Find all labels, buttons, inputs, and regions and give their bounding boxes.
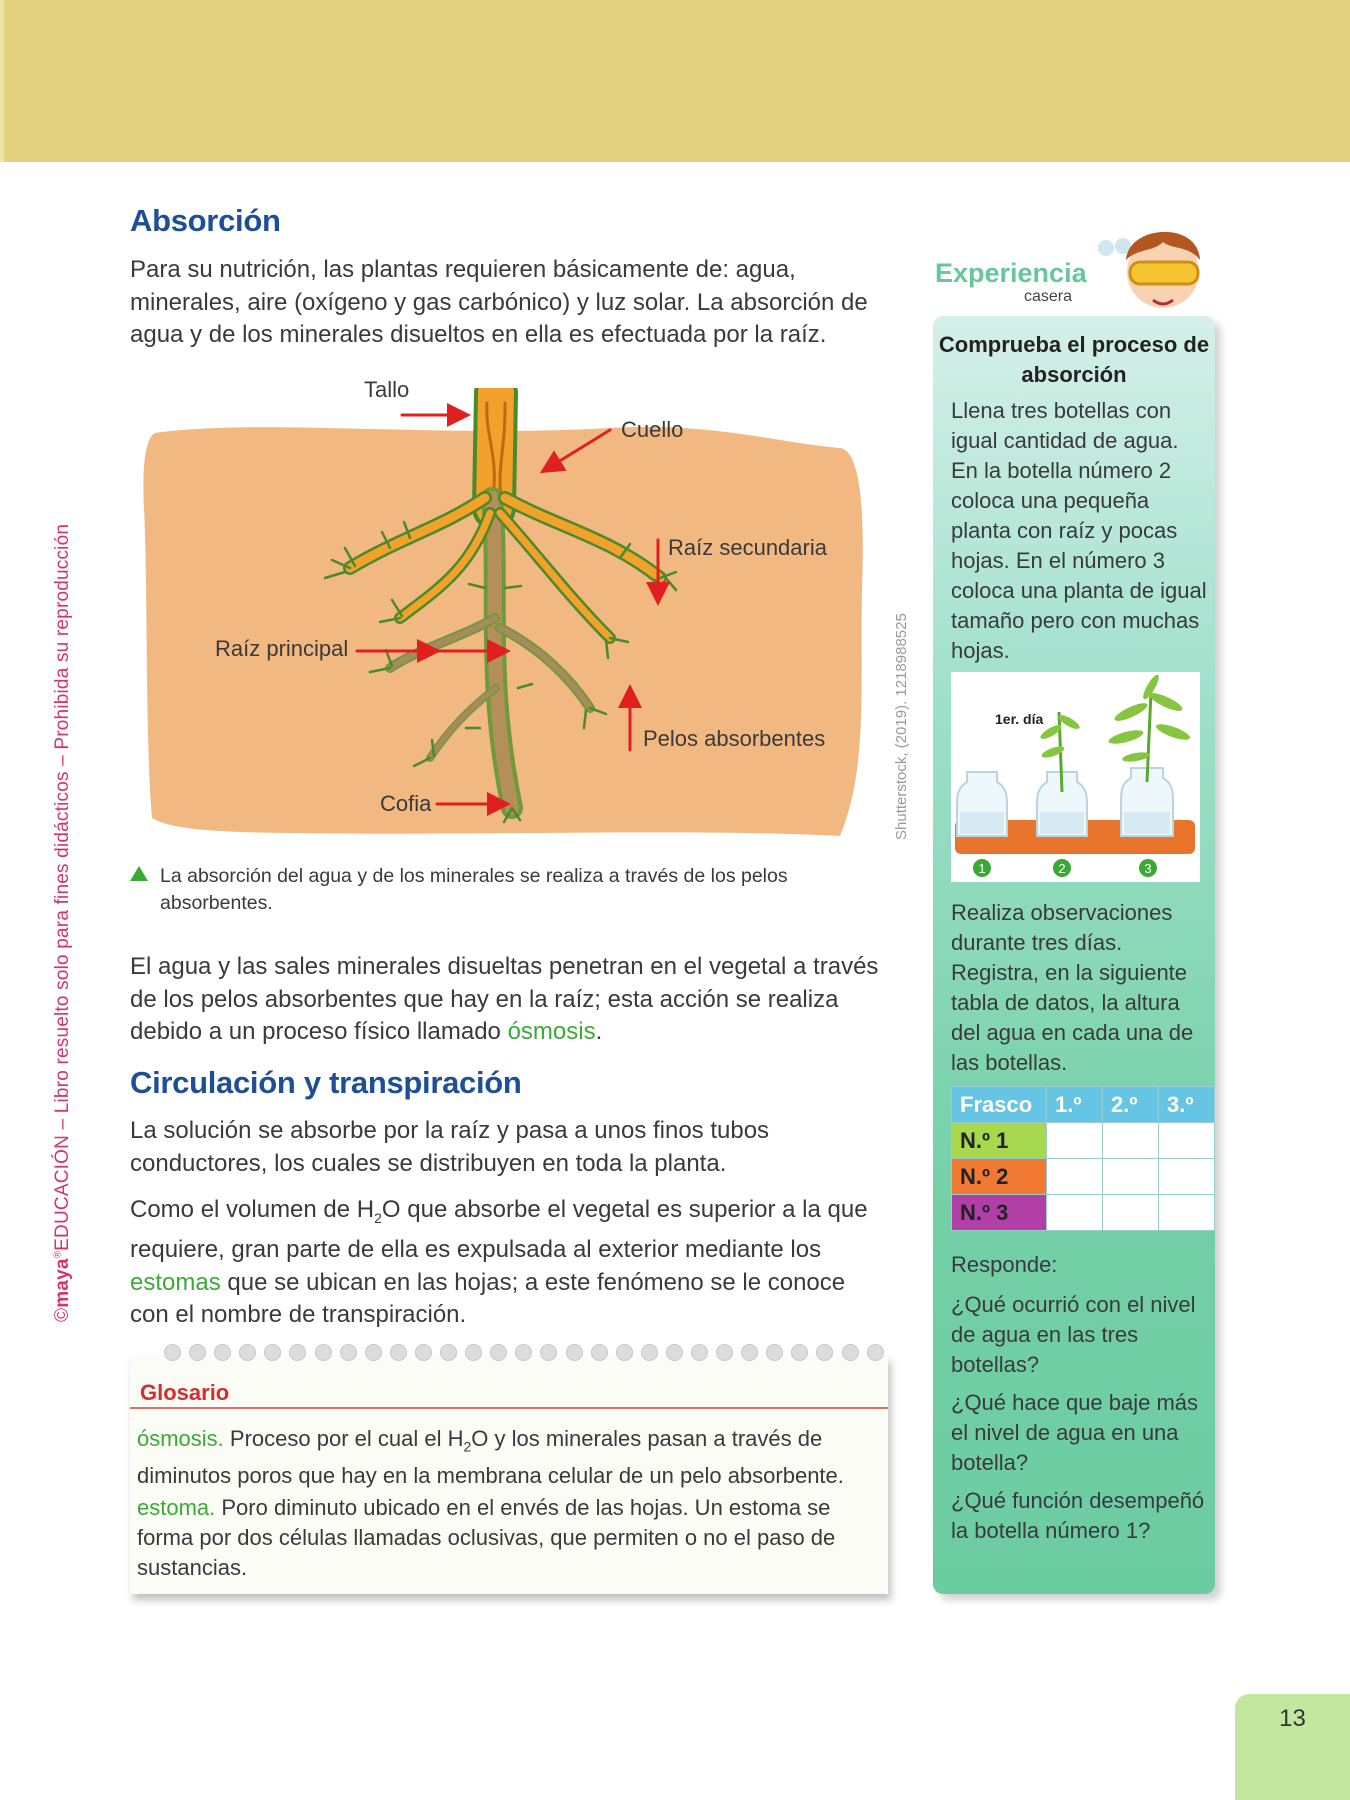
- table-row: N.º 1: [952, 1123, 1215, 1159]
- table-cell[interactable]: [1046, 1195, 1102, 1231]
- label-raiz-secundaria: Raíz secundaria: [668, 535, 827, 560]
- intro-paragraph: Para su nutrición, las plantas requieren básicamente de: agua, minerales, aire (oxígeno y gas carbónico) y luz solar. La absorción de agua y de los minerales disueltos en ella es efectuada por la raíz.: [130, 256, 868, 348]
- root-illustration: [140, 388, 875, 848]
- section-title-absorcion: Absorción: [130, 203, 281, 238]
- question-3: ¿Qué función desempeñó la botella número 1?: [951, 1488, 1205, 1543]
- table-cell[interactable]: [1046, 1159, 1102, 1195]
- bottle-number-2: 2: [1058, 861, 1066, 876]
- triangle-icon: [130, 866, 148, 881]
- glossary-title: Glosario: [140, 1380, 230, 1405]
- table-cell[interactable]: [1158, 1123, 1214, 1159]
- experience-title: Experiencia: [935, 258, 1087, 288]
- notebook-rings: [164, 1344, 884, 1364]
- table-cell[interactable]: [1046, 1123, 1102, 1159]
- responde-label: Responde:: [951, 1252, 1058, 1277]
- experience-heading: Comprueba el proceso de absorción: [938, 332, 1210, 387]
- table-row: N.º 3: [952, 1195, 1215, 1231]
- experience-instructions: Llena tres botellas con igual cantidad de agua. En la botella número 2 coloca una pequeña planta con raíz y pocas hojas. En el número 3 coloca una planta de igual tamaño pero con muchas hojas.: [951, 398, 1207, 663]
- question-1: ¿Qué ocurrió con el nivel de agua en las tres botellas?: [951, 1292, 1196, 1377]
- glossary-entry-estoma: estoma. Poro diminuto ubicado en el envés de las hojas. Un estoma se forma por dos células llamadas oclusivas, que permiten o no el paso de sustancias.: [137, 1495, 836, 1580]
- bottles-illustration: [951, 672, 1200, 882]
- root-diagram: [140, 377, 875, 848]
- label-raiz-principal: Raíz principal: [215, 636, 349, 661]
- label-pelos-absorbentes: Pelos absorbentes: [643, 726, 826, 751]
- observation-instructions: Realiza observaciones durante tres días. Registra, en la siguiente tabla de datos, la altura del agua en cada una de las botellas.: [951, 900, 1194, 1075]
- photo-credit: Shutterstock, (2019). 1218988525: [893, 613, 910, 840]
- experience-subtitle: casera: [1024, 288, 1073, 305]
- transpiration-paragraph: Como el volumen de $H_2O$ que absorbe el vegetal es superior a la que requiere, gran parte de ella es expulsada al exterior mediante los estomas que se ubican en las hojas; a este fenómeno se le conoce con el nombre de transpiración.: [130, 1196, 868, 1329]
- glossary-box: [130, 1356, 888, 1594]
- glossary-divider: [130, 1407, 888, 1409]
- table-cell[interactable]: [1102, 1195, 1158, 1231]
- section-title-circulacion: Circulación y transpiración: [130, 1065, 522, 1100]
- image-label-dia: 1er. día: [995, 711, 1044, 727]
- scientist-kid-icon: [1088, 220, 1208, 320]
- table-cell[interactable]: [1102, 1123, 1158, 1159]
- glossary-entry-osmosis: ósmosis. Proceso por el cual el $H_2O$ y los minerales pasan a través de diminutos poros que hay en la membrana celular de un pelo absorbente.: [137, 1426, 844, 1489]
- circulation-paragraph: La solución se absorbe por la raíz y pasa a unos finos tubos conductores, los cuales se distribuyen en toda la planta.: [130, 1117, 770, 1177]
- table-cell[interactable]: [1158, 1195, 1214, 1231]
- bottle-number-3: 3: [1144, 861, 1152, 876]
- osmosis-paragraph: El agua y las sales minerales disueltas penetran en el vegetal a través de los pelos absorbentes que hay en la raíz; esta acción se realiza debido a un proceso físico llamado ósmosis.: [130, 953, 879, 1045]
- bottles-drawing: [951, 672, 1200, 882]
- copyright-side-text: ©maya®EDUCACIÓN – Libro resuelto solo para fines didácticos – Prohibida su reproducción: [52, 523, 73, 1322]
- table-cell[interactable]: [1158, 1159, 1214, 1195]
- table-cell[interactable]: [1102, 1159, 1158, 1195]
- bottle-number-1: 1: [978, 861, 986, 876]
- experience-panel: [933, 316, 1215, 1594]
- label-tallo: Tallo: [364, 377, 410, 402]
- table-header-row: Frasco 1.º 2.º 3.º: [952, 1087, 1215, 1123]
- table-row: N.º 2: [952, 1159, 1215, 1195]
- label-cuello: Cuello: [621, 417, 684, 442]
- label-cofia: Cofia: [380, 791, 432, 816]
- page-number: 13: [1279, 1705, 1306, 1732]
- top-color-band: [0, 0, 1350, 162]
- question-2: ¿Qué hace que baje más el nivel de agua en una botella?: [951, 1390, 1199, 1475]
- data-table: [951, 1086, 1215, 1231]
